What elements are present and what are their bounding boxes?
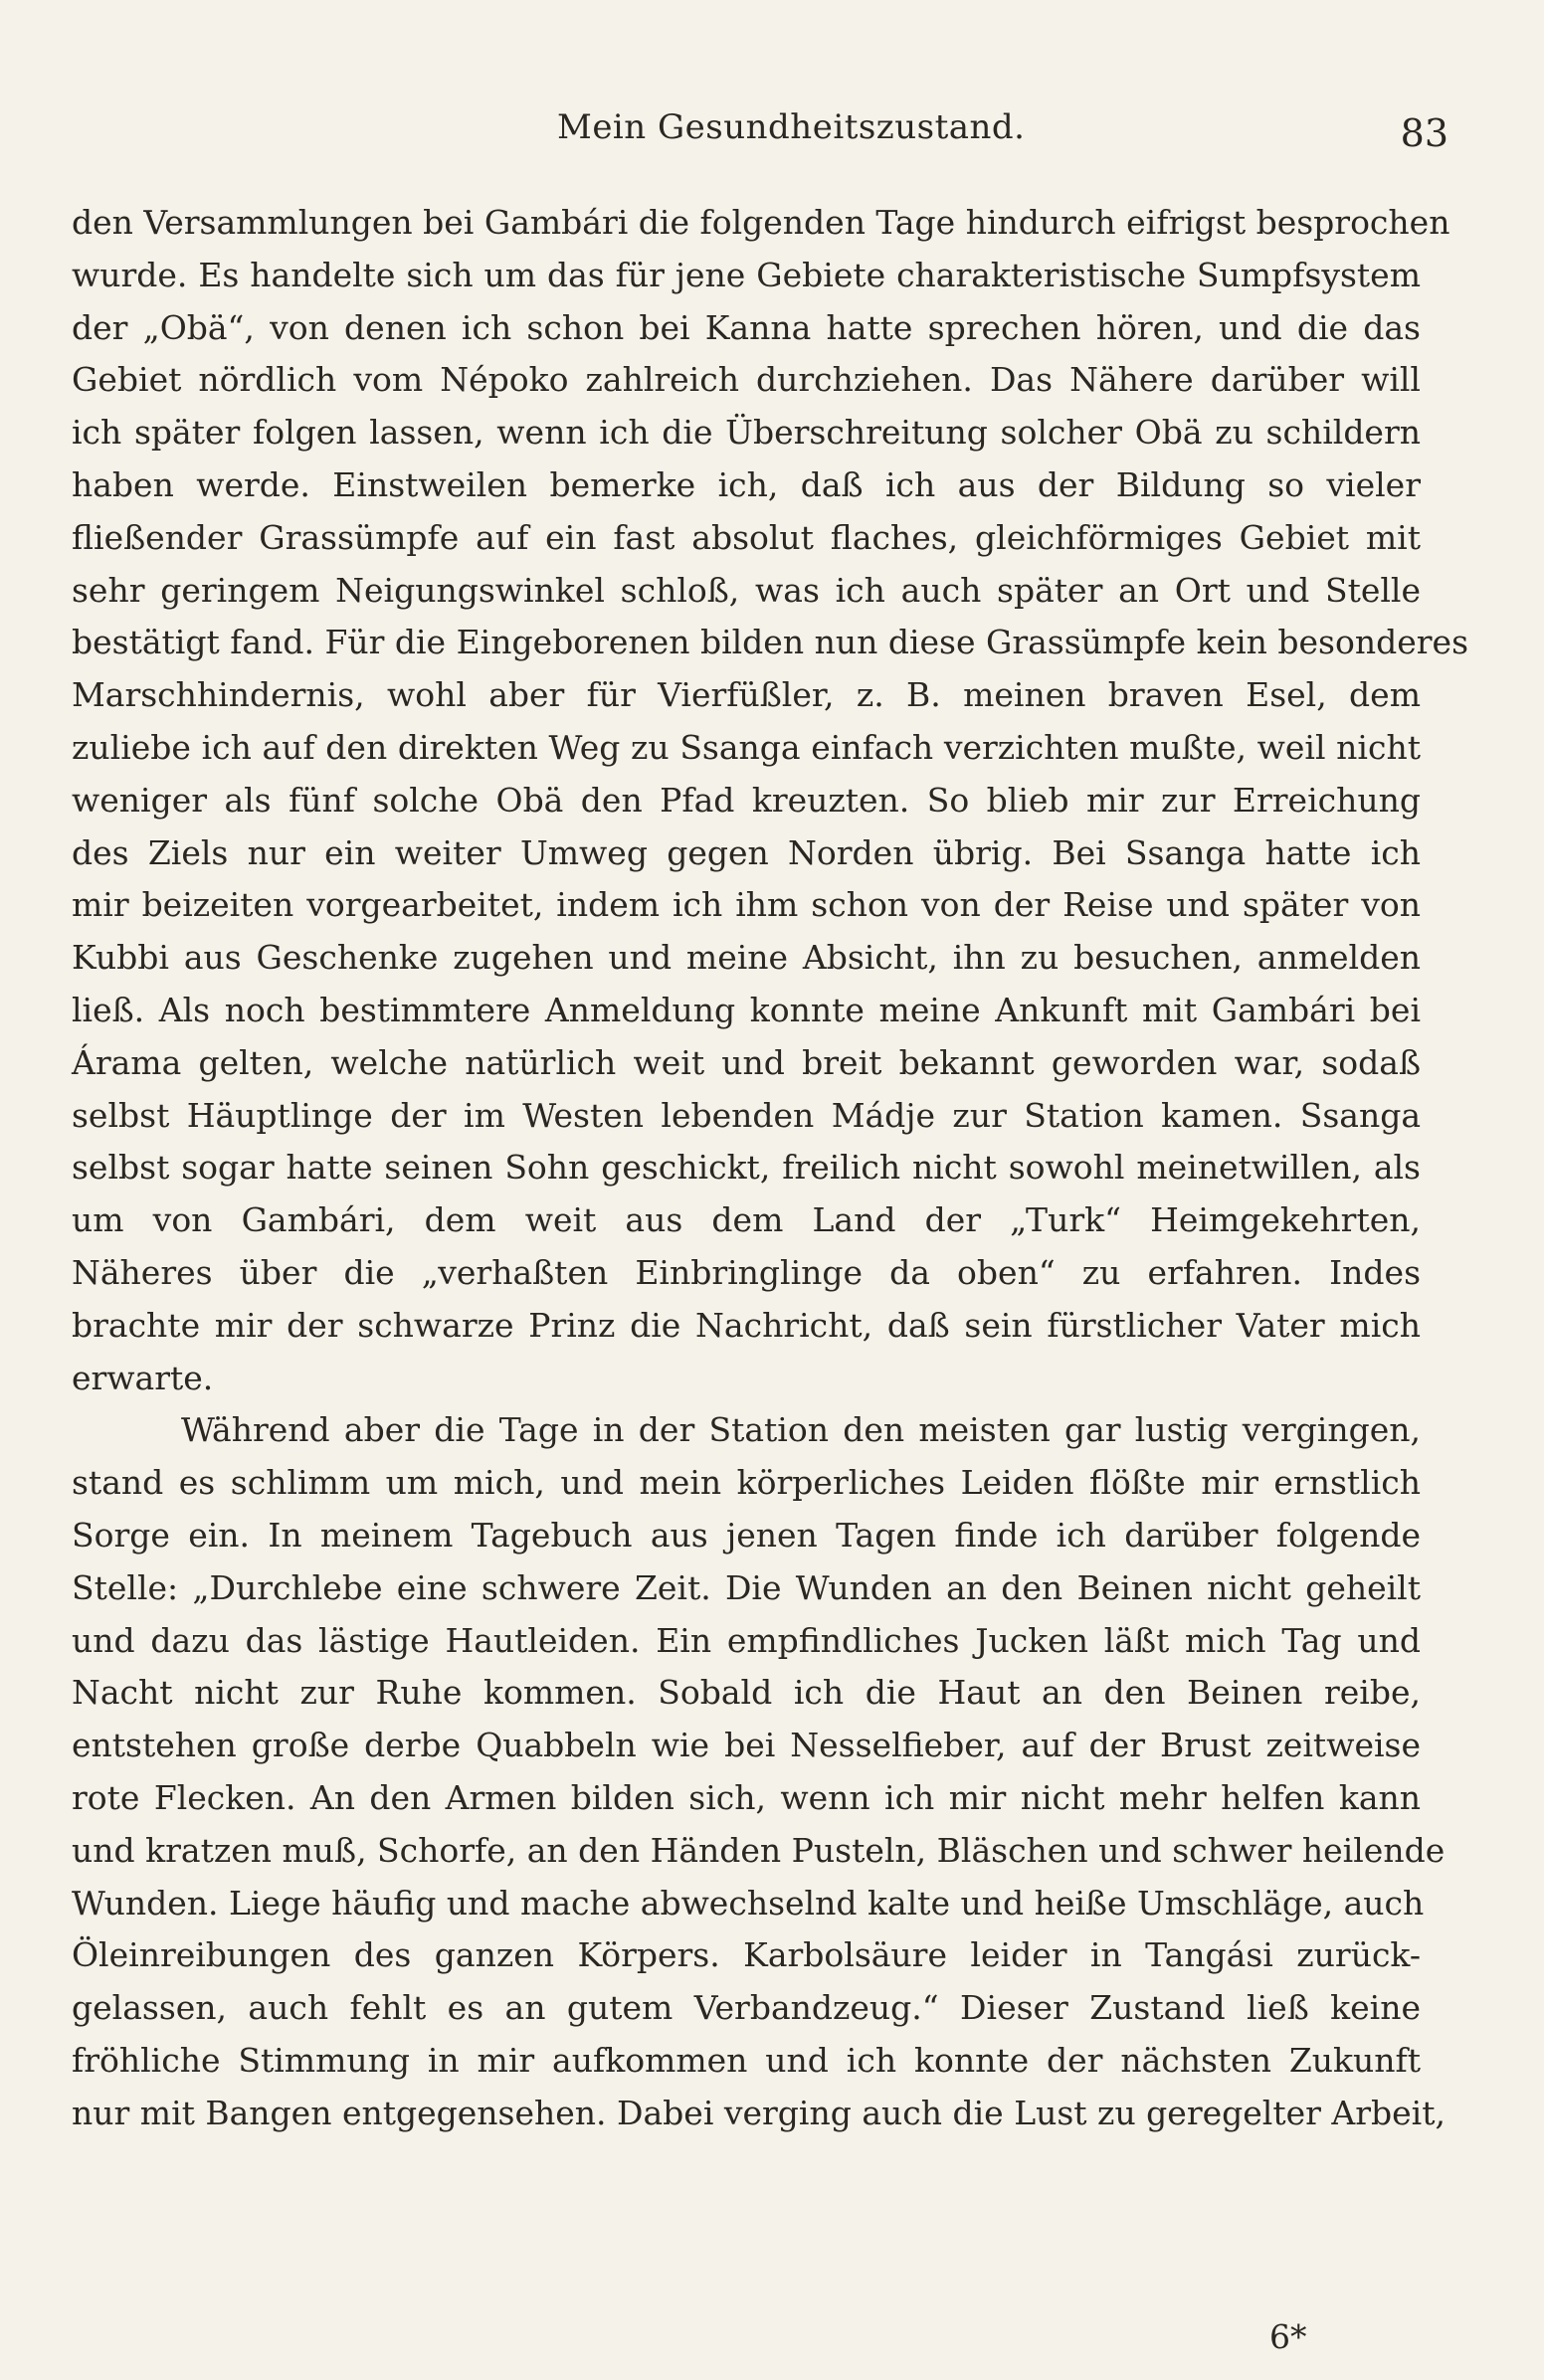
paragraph-start-line: Während aber die Tage in der Station den meisten gar lustig vergingen,: [181, 1410, 1421, 1450]
text-line: bestätigt fand. Für die Eingeborenen bilden nun diese Grassümpfe kein besonderes: [72, 623, 1468, 662]
text-line: Sorge ein. In meinem Tagebuch aus jenen Tagen finde ich darüber folgende: [72, 1515, 1421, 1555]
text-line: brachte mir der schwarze Prinz die Nachricht, daß sein fürstlicher Vater mich: [72, 1305, 1421, 1345]
text-line: den Versammlungen bei Gambári die folgenden Tage hindurch eifrigst besprochen: [72, 203, 1450, 242]
text-line: gelassen, auch fehlt es an gutem Verbandzeug.“ Dieser Zustand ließ keine: [72, 1988, 1421, 2028]
text-line: selbst sogar hatte seinen Sohn geschickt, freilich nicht sowohl meinetwillen, als: [72, 1148, 1421, 1188]
text-line: Árama gelten, welche natürlich weit und breit bekannt geworden war, sodaß: [72, 1042, 1421, 1082]
text-line: zuliebe ich auf den direkten Weg zu Ssanga einfach verzichten mußte, weil nicht: [72, 727, 1421, 767]
text-line: weniger als fünf solche Obä den Pfad kreuzten. So blieb mir zur Erreichung: [72, 780, 1421, 820]
text-line: rote Flecken. An den Armen bilden sich, wenn ich mir nicht mehr helfen kann: [72, 1777, 1421, 1817]
paragraph-end-line: erwarte.: [72, 1358, 214, 1397]
text-line: selbst Häuptlinge der im Westen lebenden Mádje zur Station kamen. Ssanga: [72, 1095, 1421, 1135]
running-title: Mein Gesundheitszustand.: [557, 107, 1026, 147]
text-line: stand es schlimm um mich, und mein körperliches Leiden flößte mir ernstlich: [72, 1463, 1421, 1503]
text-line: nur mit Bangen entgegensehen. Dabei verging auch die Lust zu geregelter Arbeit,: [72, 2093, 1446, 2132]
text-line: Gebiet nördlich vom Népoko zahlreich durchziehen. Das Nähere darüber will: [72, 360, 1421, 400]
text-line: haben werde. Einstweilen bemerke ich, daß ich aus der Bildung so vieler: [72, 464, 1421, 504]
text-line: sehr geringem Neigungswinkel schloß, was ich auch später an Ort und Stelle: [72, 570, 1421, 610]
text-line: fließender Grassümpfe auf ein fast absolut flaches, gleichförmiges Gebiet mit: [72, 517, 1421, 557]
text-line: des Ziels nur ein weiter Umweg gegen Norden übrig. Bei Ssanga hatte ich: [72, 832, 1421, 872]
text-line: fröhliche Stimmung in mir aufkommen und ich konnte der nächsten Zukunft: [72, 2040, 1421, 2080]
text-line: Näheres über die „verhaßten Einbringlinge da oben“ zu erfahren. Indes: [72, 1252, 1421, 1292]
text-line: der „Obä“, von denen ich schon bei Kanna hatte sprechen hören, und die das: [72, 307, 1421, 347]
text-line: und kratzen muß, Schorfe, an den Händen Pusteln, Bläschen und schwer heilende: [72, 1830, 1446, 1870]
text-line: Stelle: „Durchlebe eine schwere Zeit. Die Wunden an den Beinen nicht geheilt: [72, 1567, 1421, 1607]
text-line: mir beizeiten vorgearbeitet, indem ich ihm schon von der Reise und später von: [72, 885, 1421, 925]
text-line: Nacht nicht zur Ruhe kommen. Sobald ich die Haut an den Beinen reibe,: [72, 1673, 1421, 1713]
text-line: ich später folgen lassen, wenn ich die Überschreitung solcher Obä zu schildern: [72, 413, 1421, 453]
text-line: um von Gambári, dem weit aus dem Land der „Turk“ Heimgekehrten,: [72, 1200, 1421, 1240]
text-line: Marschhindernis, wohl aber für Vierfüßler, z. B. meinen braven Esel, dem: [72, 675, 1421, 715]
text-line: Wunden. Liege häufig und mache abwechselnd kalte und heiße Umschläge, auch: [72, 1883, 1425, 1922]
text-line: Öleinreibungen des ganzen Körpers. Karbolsäure leider in Tangási zurück-: [72, 1935, 1421, 1975]
page-number: 83: [1400, 111, 1448, 155]
text-line: und dazu das lästige Hautleiden. Ein empfindliches Jucken läßt mich Tag und: [72, 1620, 1421, 1660]
text-line: entstehen große derbe Quabbeln wie bei Nesselfieber, auf der Brust zeitweise: [72, 1726, 1421, 1765]
text-line: ließ. Als noch bestimmtere Anmeldung konnte meine Ankunft mit Gambári bei: [72, 990, 1421, 1029]
signature-mark: 6*: [1269, 2317, 1307, 2356]
text-line: wurde. Es handelte sich um das für jene Gebiete charakteristische Sumpfsystem: [72, 255, 1421, 294]
text-line: Kubbi aus Geschenke zugehen und meine Absicht, ihn zu besuchen, anmelden: [72, 938, 1421, 978]
body-text: [72, 197, 1468, 2139]
